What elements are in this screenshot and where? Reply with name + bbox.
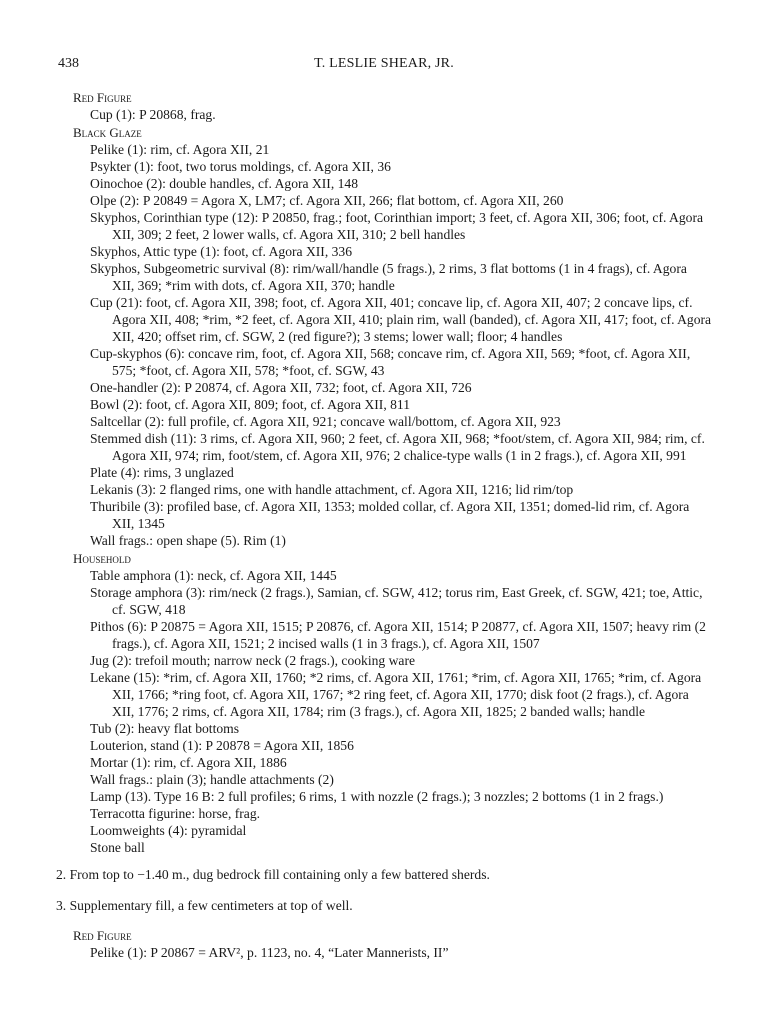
catalog-entry: Saltcellar (2): full profile, cf. Agora XII, 921; concave wall/bottom, cf. Agora XII, 923 [90,414,561,429]
entry-list [56,944,712,961]
catalog-entry: Skyphos, Attic type (1): foot, cf. Agora XII, 336 [90,244,353,259]
catalog-entry: Louterion, stand (1): P 20878 = Agora XII, 1856 [90,738,354,753]
numbered-paragraph-2: 2. From top to −1.40 m., dug bedrock fill containing only a few battered sherds. [56,867,490,882]
catalog-entry: Mortar (1): rim, cf. Agora XII, 1886 [90,755,287,770]
running-title: T. LESLIE SHEAR, JR. [314,56,454,71]
catalog-entry: Wall frags.: open shape (5). Rim (1) [90,533,286,548]
catalog-entry: Cup (21): foot, cf. Agora XII, 398; foot, cf. Agora XII, 401; concave lip, cf. Agora XII, 407; 2 concave lips, cf. Agora XII, 408; *rim, *2 feet, cf. Agora XII, 410; plain rim, wall (banded), cf. Agora XII, 417; foot, cf. Agora XII, 420; offset rim, cf. SGW, 2 (red figure?); 3 stems; lower wall; floor; 4 handles [90,295,712,344]
catalog-entry: Storage amphora (3): rim/neck (2 frags.), Samian, cf. SGW, 412; torus rim, East Greek, cf. SGW, 421; toe, Attic, cf. SGW, 418 [90,585,703,617]
page-header [58,55,710,75]
catalog-entry: Lamp (13). Type 16 B: 2 full profiles; 6 rims, 1 with nozzle (2 frags.); 3 nozzles; 2 bottoms (1 in 2 frags.) [90,789,664,804]
catalog-entry: Skyphos, Corinthian type (12): P 20850, frag.; foot, Corinthian import; 3 feet, cf. Agora XII, 306; foot, cf. Agora XII, 309; 2 feet, 2 lower walls, cf. Agora XII, 310; 2 bell handles [90,210,703,242]
page-number: 438 [58,56,79,71]
entry-list [56,567,712,856]
catalog-entry: Jug (2): trefoil mouth; narrow neck (2 frags.), cooking ware [90,653,416,668]
category-heading: Red Figure [73,90,132,105]
catalog-entry: Pithos (6): P 20875 = Agora XII, 1515; P 20876, cf. Agora XII, 1514; P 20877, cf. Agora XII, 1507; heavy rim (2 frags.), cf. Agora XII, 1521; 2 incised walls (1 in 3 frags.), cf. Agora XII, 1507 [90,619,706,651]
catalog-entry: Oinochoe (2): double handles, cf. Agora XII, 148 [90,176,359,191]
section-household [56,550,712,856]
category-heading: Household [73,551,131,566]
section-black-glaze [56,124,712,549]
catalog-entry: Bowl (2): foot, cf. Agora XII, 809; foot, cf. Agora XII, 811 [90,397,411,412]
section-red-figure [56,89,712,123]
catalog-entry: Wall frags.: plain (3); handle attachments (2) [90,772,334,787]
catalog-entry: Tub (2): heavy flat bottoms [90,721,240,736]
catalog-entry: Terracotta figurine: horse, frag. [90,806,261,821]
section-red-figure-supplementary [56,927,712,961]
catalog-entry: Stemmed dish (11): 3 rims, cf. Agora XII, 960; 2 feet, cf. Agora XII, 968; *foot/stem, cf. Agora XII, 984; rim, cf. Agora XII, 974; rim, foot/stem, cf. Agora XII, 976; 2 chalice-type walls (1 in 2 frags.), cf. Agora XII, 991 [90,431,705,463]
catalog-entry: Loomweights (4): pyramidal [90,823,247,838]
catalog-content [56,88,712,961]
catalog-entry: Stone ball [90,840,145,855]
category-heading: Black Glaze [73,125,142,140]
catalog-entry: Psykter (1): foot, two torus moldings, cf. Agora XII, 36 [90,159,391,174]
catalog-entry: Lekane (15): *rim, cf. Agora XII, 1760; *2 rims, cf. Agora XII, 1761; *rim, cf. Agora XII, 1765; *rim, cf. Agora XII, 1766; *ring foot, cf. Agora XII, 1767; *2 ring feet, cf. Agora XII, 1770; disk foot (2 frags.), cf. Agora XII, 1776; 2 rims, cf. Agora XII, 1784; rim (3 frags.), cf. Agora XII, 1825; 2 banded walls; handle [90,670,702,719]
catalog-entry: Cup (1): P 20868, frag. [90,107,216,122]
catalog-entry: Olpe (2): P 20849 = Agora X, LM7; cf. Agora XII, 266; flat bottom, cf. Agora XII, 260 [90,193,564,208]
catalog-entry: One-handler (2): P 20874, cf. Agora XII, 732; foot, cf. Agora XII, 726 [90,380,472,395]
catalog-entry: Table amphora (1): neck, cf. Agora XII, 1445 [90,568,337,583]
catalog-entry: Lekanis (3): 2 flanged rims, one with handle attachment, cf. Agora XII, 1216; lid rim/top [90,482,574,497]
category-heading: Red Figure [73,928,132,944]
catalog-entry: Thuribile (3): profiled base, cf. Agora XII, 1353; molded collar, cf. Agora XII, 1351; domed-lid rim, cf. Agora XII, 1345 [90,499,690,531]
entry-list [56,141,712,549]
catalog-entry: Plate (4): rims, 3 unglazed [90,465,234,480]
catalog-entry: Pelike (1): rim, cf. Agora XII, 21 [90,142,270,157]
catalog-entry: Cup-skyphos (6): concave rim, foot, cf. Agora XII, 568; concave rim, cf. Agora XII, 569; *foot, cf. Agora XII, 575; *foot, cf. Agora XII, 578; *foot, cf. SGW, 43 [90,346,691,378]
catalog-entry: Skyphos, Subgeometric survival (8): rim/wall/handle (5 frags.), 2 rims, 3 flat bottoms (1 in 4 frags), cf. Agora XII, 369; *rim with dots, cf. Agora XII, 370; handle [90,261,687,293]
numbered-paragraph-3: 3. Supplementary fill, a few centimeters at top of well. [56,897,353,913]
entry-list [56,106,712,123]
catalog-entry: Pelike (1): P 20867 = ARV², p. 1123, no. 4, “Later Mannerists, II” [90,945,449,961]
